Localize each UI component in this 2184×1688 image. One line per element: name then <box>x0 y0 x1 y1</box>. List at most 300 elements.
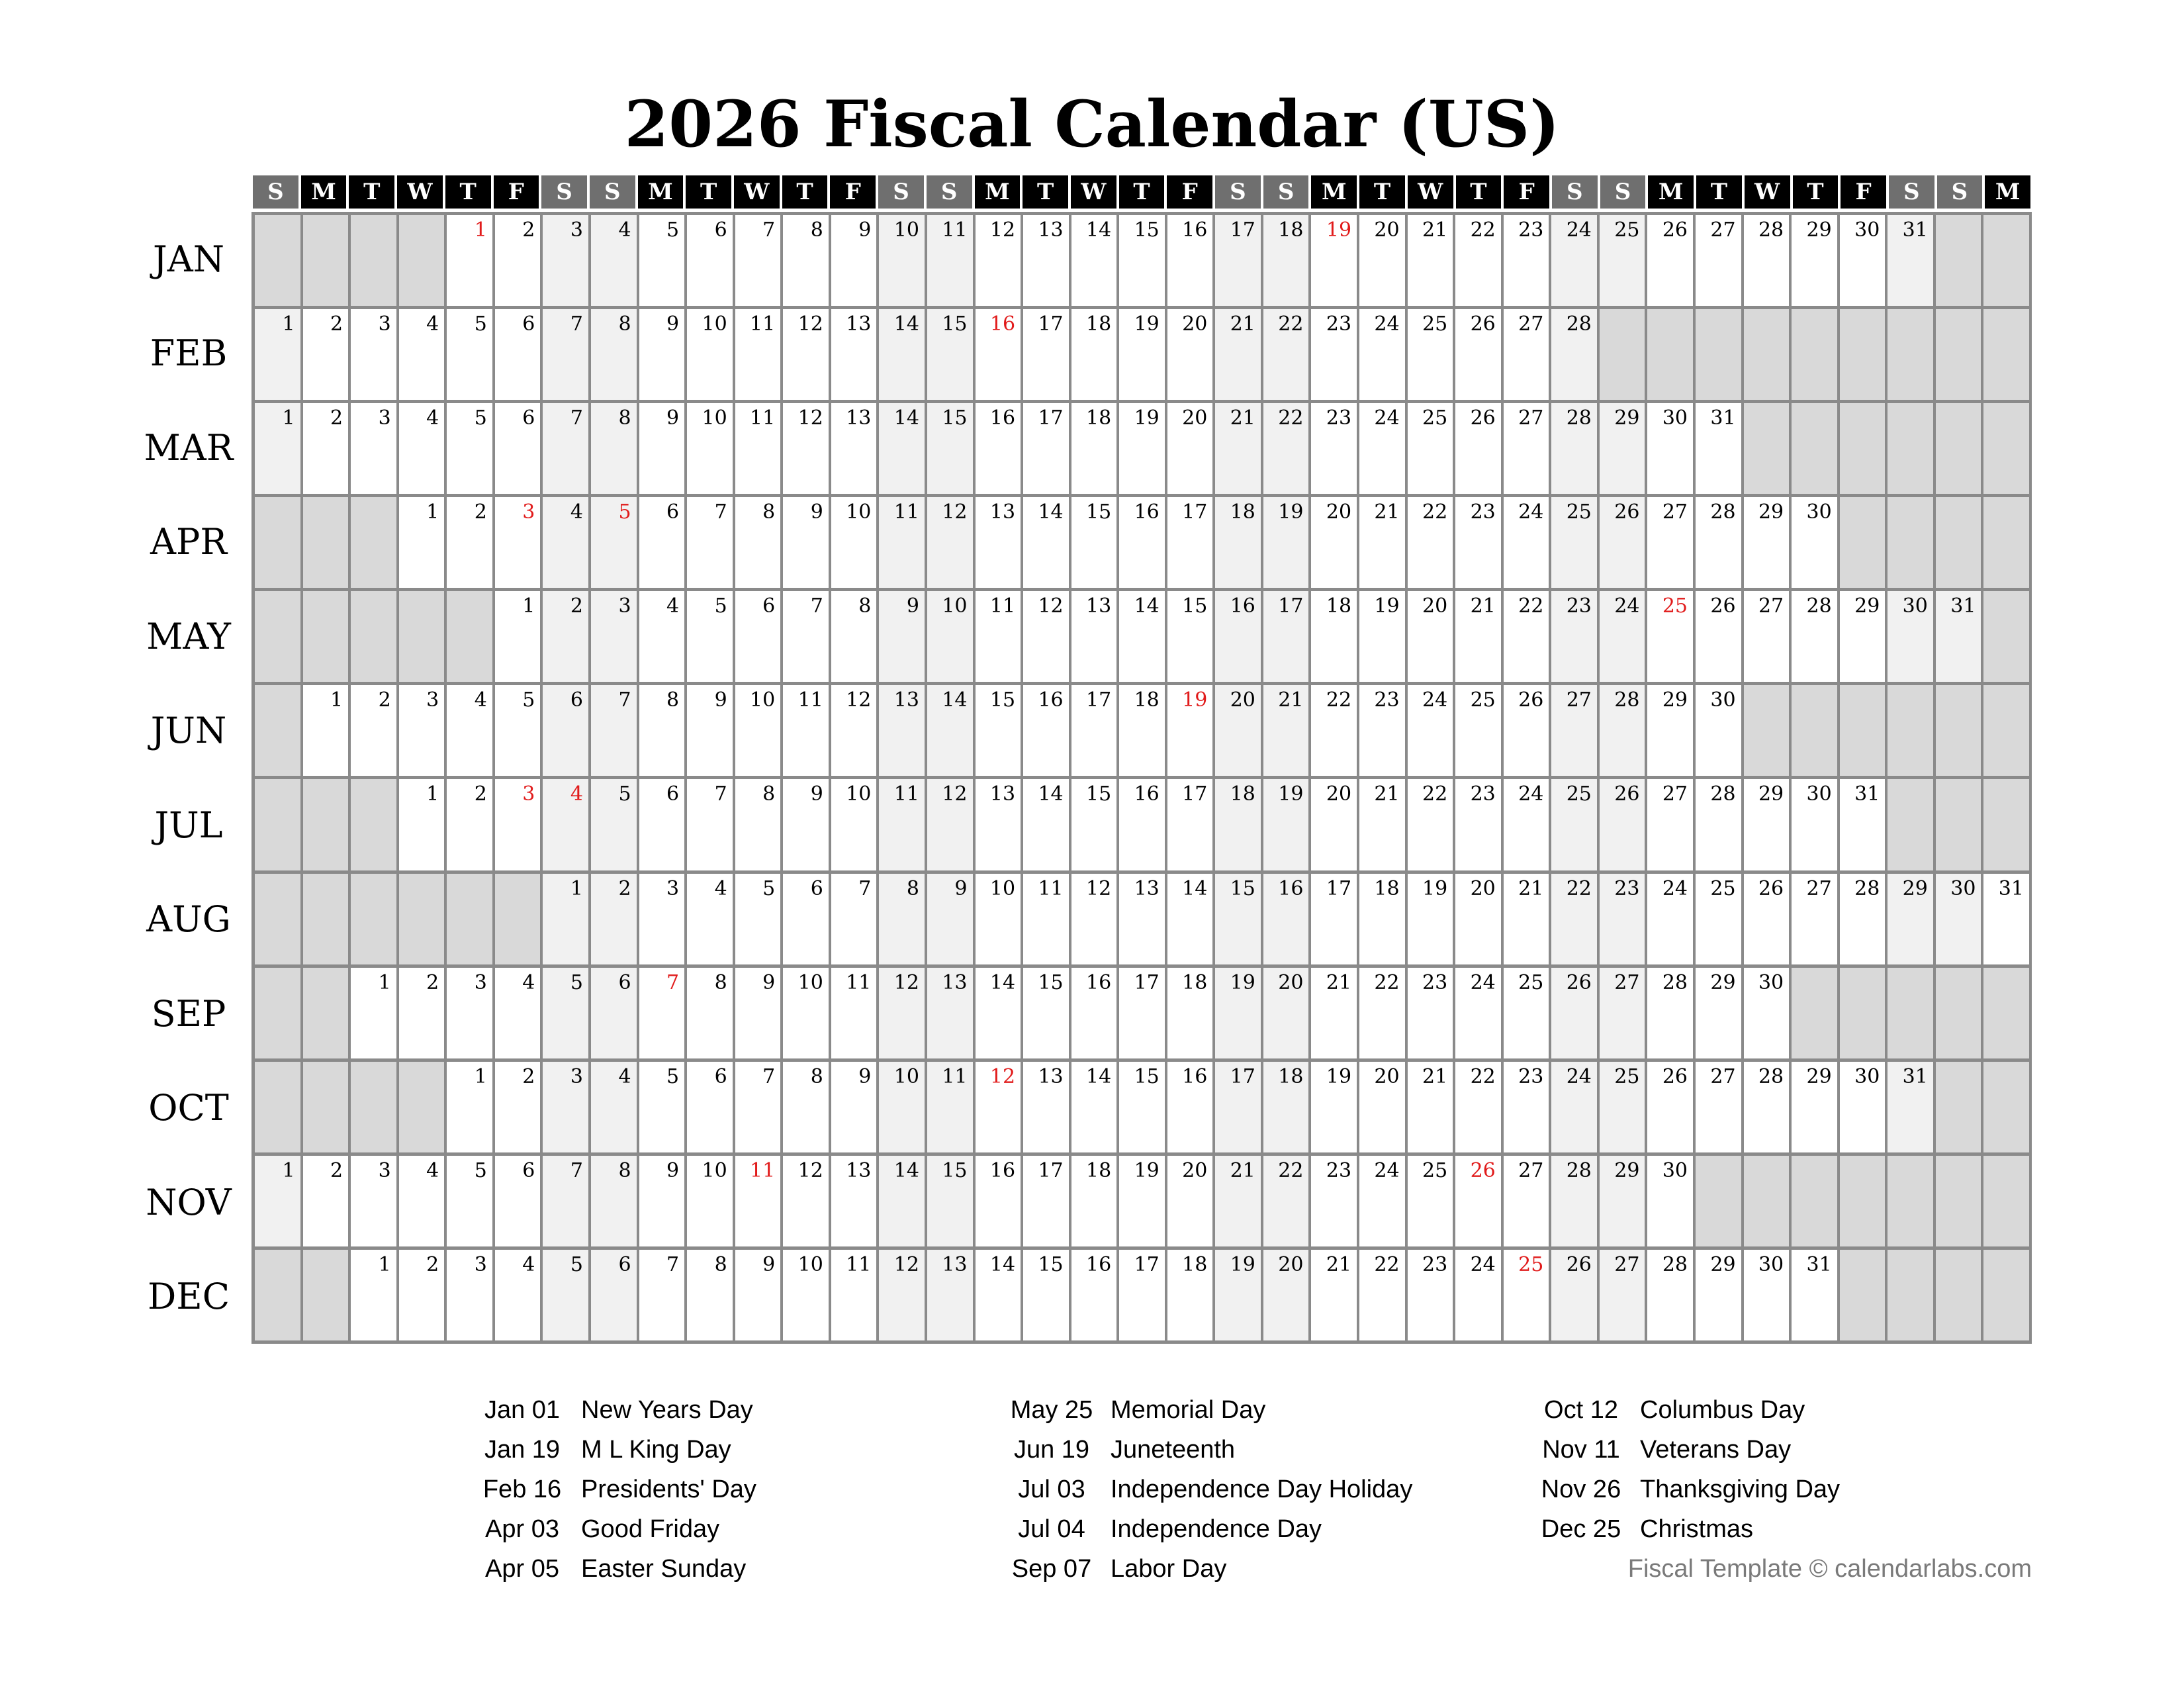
day-cell <box>1167 497 1216 591</box>
day-cell <box>1647 1156 1696 1250</box>
day-number: 23 <box>1566 594 1592 618</box>
day-cell <box>1647 497 1696 591</box>
day-number: 3 <box>570 218 583 242</box>
day-number: 8 <box>858 594 872 618</box>
day-cell <box>1311 968 1359 1062</box>
day-cell <box>447 1062 495 1156</box>
empty-day-cell <box>1983 779 2032 873</box>
holiday-date: Apr 03 <box>485 1515 559 1543</box>
day-number: 29 <box>1614 406 1640 430</box>
day-cell <box>831 968 880 1062</box>
empty-day-cell <box>1792 685 1840 779</box>
day-cell <box>1936 591 1984 685</box>
day-number: 18 <box>1182 970 1208 994</box>
day-header: T <box>1792 175 1840 209</box>
day-number: 23 <box>1374 688 1400 712</box>
day-number: 27 <box>1758 594 1784 618</box>
day-number: 5 <box>714 594 727 618</box>
day-cell <box>1023 497 1071 591</box>
day-number: 22 <box>1374 1252 1400 1276</box>
day-cell <box>1744 1250 1792 1344</box>
day-cell <box>1504 874 1552 968</box>
day-cell <box>1504 779 1552 873</box>
empty-day-cell <box>303 591 351 685</box>
holiday-date: Feb 16 <box>482 1476 562 1503</box>
day-cell <box>1408 685 1456 779</box>
day-cell <box>303 685 351 779</box>
day-header: F <box>1502 175 1551 209</box>
day-number: 16 <box>1038 688 1064 712</box>
day-cell <box>1215 874 1263 968</box>
day-number: 13 <box>893 688 919 712</box>
empty-day-cell <box>1983 685 2032 779</box>
day-number: 26 <box>1470 406 1496 430</box>
day-cell <box>1888 215 1936 309</box>
day-number: 11 <box>893 782 919 806</box>
day-number: 2 <box>426 1252 439 1276</box>
day-cell <box>447 215 495 309</box>
day-number: 1 <box>282 312 295 336</box>
day-cell <box>783 1250 831 1344</box>
day-number: 16 <box>1134 500 1160 524</box>
day-header: T <box>781 175 829 209</box>
day-cell <box>495 403 543 497</box>
day-cell <box>1167 1156 1216 1250</box>
day-cell <box>735 591 784 685</box>
day-number: 13 <box>1038 1064 1064 1088</box>
day-number: 1 <box>282 406 295 430</box>
day-cell <box>1551 1062 1600 1156</box>
day-cell <box>1071 1250 1120 1344</box>
empty-day-cell <box>303 874 351 968</box>
day-number: 17 <box>1230 218 1255 242</box>
empty-day-cell <box>1744 1156 1792 1250</box>
day-cell <box>639 497 688 591</box>
day-cell <box>783 968 831 1062</box>
empty-day-cell <box>351 874 399 968</box>
day-number: 25 <box>1566 782 1592 806</box>
day-header: S <box>588 175 637 209</box>
day-number: 22 <box>1374 970 1400 994</box>
day-number: 15 <box>1230 876 1255 900</box>
day-cell <box>1408 779 1456 873</box>
day-cell <box>399 968 447 1062</box>
day-cell <box>1936 874 1984 968</box>
holiday-day-number: 7 <box>666 970 680 994</box>
day-cell <box>1119 497 1167 591</box>
day-cell <box>1023 1250 1071 1344</box>
day-number: 13 <box>942 970 968 994</box>
day-number: 31 <box>1710 406 1736 430</box>
day-cell <box>1119 1062 1167 1156</box>
day-cell <box>1167 968 1216 1062</box>
day-cell <box>1696 403 1744 497</box>
day-number: 8 <box>762 782 776 806</box>
day-cell <box>399 1250 447 1344</box>
day-cell <box>1263 215 1312 309</box>
day-cell <box>687 779 735 873</box>
day-number: 23 <box>1518 1064 1544 1088</box>
day-number: 6 <box>618 1252 631 1276</box>
day-cell <box>1359 685 1408 779</box>
day-number: 6 <box>522 1158 535 1182</box>
day-cell <box>1647 403 1696 497</box>
day-cell <box>735 1062 784 1156</box>
day-number: 6 <box>666 500 680 524</box>
holiday-date: Sep 07 <box>1011 1555 1092 1583</box>
day-cell <box>543 779 591 873</box>
day-cell <box>639 403 688 497</box>
day-number: 25 <box>1422 406 1448 430</box>
day-cell <box>1744 968 1792 1062</box>
day-number: 1 <box>570 876 583 900</box>
day-number: 18 <box>1086 312 1112 336</box>
empty-day-cell <box>255 779 303 873</box>
day-cell <box>639 874 688 968</box>
empty-day-cell <box>303 497 351 591</box>
day-header: S <box>925 175 974 209</box>
day-number: 23 <box>1326 312 1352 336</box>
day-cell <box>1504 497 1552 591</box>
day-number: 3 <box>426 688 439 712</box>
day-cell <box>1888 1062 1936 1156</box>
day-number: 29 <box>1854 594 1880 618</box>
holiday-row <box>993 1509 1508 1549</box>
day-number: 19 <box>1230 970 1255 994</box>
day-number: 14 <box>1086 218 1112 242</box>
day-cell <box>495 685 543 779</box>
day-number: 7 <box>762 218 776 242</box>
month-label: APR <box>150 521 227 563</box>
day-header: T <box>1021 175 1069 209</box>
holiday-name: Independence Day <box>1111 1515 1322 1543</box>
day-number: 18 <box>1086 406 1112 430</box>
day-cell <box>1359 1250 1408 1344</box>
holiday-row <box>463 1430 978 1470</box>
day-cell <box>976 968 1024 1062</box>
day-cell <box>1551 1250 1600 1344</box>
day-number: 10 <box>702 1158 727 1182</box>
empty-day-cell <box>1840 1156 1888 1250</box>
day-number: 27 <box>1662 782 1688 806</box>
day-cell <box>687 1062 735 1156</box>
day-cell <box>495 497 543 591</box>
day-cell <box>1359 591 1408 685</box>
day-number: 17 <box>1086 688 1112 712</box>
empty-day-cell <box>1744 403 1792 497</box>
day-number: 1 <box>474 1064 487 1088</box>
day-of-week-header-row <box>251 175 2032 209</box>
day-cell <box>639 591 688 685</box>
day-number: 11 <box>1038 876 1064 900</box>
day-cell <box>495 309 543 403</box>
day-header: M <box>300 175 348 209</box>
holiday-name: Columbus Day <box>1640 1396 1805 1424</box>
day-number: 28 <box>1614 688 1640 712</box>
day-cell <box>591 1250 639 1344</box>
day-cell <box>1167 215 1216 309</box>
month-label: OCT <box>148 1087 229 1129</box>
day-number: 9 <box>666 312 680 336</box>
day-cell <box>976 779 1024 873</box>
empty-day-cell <box>1840 1250 1888 1344</box>
empty-day-cell <box>303 215 351 309</box>
day-cell <box>1071 779 1120 873</box>
day-cell <box>1455 309 1504 403</box>
day-number: 16 <box>1086 970 1112 994</box>
day-cell <box>1215 403 1263 497</box>
day-number: 11 <box>893 500 919 524</box>
day-cell <box>879 685 927 779</box>
day-cell <box>1504 215 1552 309</box>
day-cell <box>639 215 688 309</box>
day-cell <box>1119 779 1167 873</box>
day-cell <box>1600 1156 1648 1250</box>
day-cell <box>831 779 880 873</box>
day-number: 23 <box>1470 782 1496 806</box>
day-number: 9 <box>810 782 823 806</box>
day-header: S <box>251 175 300 209</box>
day-cell <box>927 685 976 779</box>
day-number: 30 <box>1854 218 1880 242</box>
day-number: 31 <box>1902 1064 1928 1088</box>
day-number: 14 <box>893 1158 919 1182</box>
holiday-day-number: 5 <box>618 500 631 524</box>
empty-day-cell <box>1983 215 2032 309</box>
day-cell <box>879 497 927 591</box>
day-cell <box>1311 591 1359 685</box>
day-number: 5 <box>522 688 535 712</box>
day-cell <box>351 1250 399 1344</box>
day-cell <box>591 309 639 403</box>
day-number: 17 <box>1134 970 1160 994</box>
day-number: 15 <box>1086 500 1112 524</box>
month-label: JAN <box>153 238 224 280</box>
empty-day-cell <box>1840 497 1888 591</box>
day-cell <box>1359 309 1408 403</box>
day-cell <box>783 497 831 591</box>
day-cell <box>927 1062 976 1156</box>
day-cell <box>976 1062 1024 1156</box>
day-cell <box>1792 1062 1840 1156</box>
day-number: 23 <box>1518 218 1544 242</box>
day-cell <box>1455 497 1504 591</box>
day-cell <box>783 591 831 685</box>
empty-day-cell <box>1792 968 1840 1062</box>
holiday-row <box>993 1549 1508 1589</box>
day-number: 29 <box>1902 876 1928 900</box>
holiday-day-number: 16 <box>989 312 1016 336</box>
day-cell <box>1455 1156 1504 1250</box>
day-number: 23 <box>1614 876 1640 900</box>
empty-day-cell <box>1888 309 1936 403</box>
day-cell <box>1647 968 1696 1062</box>
day-cell <box>1696 215 1744 309</box>
empty-day-cell <box>303 1062 351 1156</box>
day-number: 23 <box>1326 1158 1352 1182</box>
day-cell <box>1071 874 1120 968</box>
day-cell <box>447 403 495 497</box>
day-number: 18 <box>1278 218 1304 242</box>
day-header: T <box>1358 175 1406 209</box>
day-number: 24 <box>1518 782 1544 806</box>
day-cell <box>1167 591 1216 685</box>
day-number: 2 <box>474 782 487 806</box>
day-number: 2 <box>378 688 391 712</box>
day-cell <box>927 779 976 873</box>
day-cell <box>1263 779 1312 873</box>
day-cell <box>976 1156 1024 1250</box>
day-number: 19 <box>1278 782 1304 806</box>
day-number: 24 <box>1422 688 1448 712</box>
day-cell <box>879 403 927 497</box>
empty-day-cell <box>1936 497 1984 591</box>
day-cell <box>1504 1250 1552 1344</box>
day-cell <box>1071 1062 1120 1156</box>
day-cell <box>1647 779 1696 873</box>
holiday-day-number: 3 <box>522 500 535 524</box>
month-label: SEP <box>151 992 226 1035</box>
day-cell <box>1071 497 1120 591</box>
day-number: 10 <box>893 1064 919 1088</box>
holiday-day-number: 4 <box>570 782 583 806</box>
day-number: 14 <box>1038 500 1064 524</box>
day-number: 10 <box>702 312 727 336</box>
day-number: 4 <box>570 500 583 524</box>
day-number: 13 <box>942 1252 968 1276</box>
empty-day-cell <box>1983 497 2032 591</box>
day-cell <box>591 685 639 779</box>
holiday-day-number: 3 <box>522 782 535 806</box>
day-cell <box>735 215 784 309</box>
holiday-day-number: 19 <box>1326 218 1352 242</box>
day-number: 24 <box>1614 594 1640 618</box>
day-cell <box>1119 685 1167 779</box>
month-label: FEB <box>150 332 228 375</box>
day-number: 2 <box>426 970 439 994</box>
day-number: 28 <box>1566 1158 1592 1182</box>
day-cell <box>255 309 303 403</box>
day-cell <box>879 874 927 968</box>
day-cell <box>1408 309 1456 403</box>
day-cell <box>1023 1062 1071 1156</box>
day-cell <box>687 403 735 497</box>
day-number: 30 <box>1854 1064 1880 1088</box>
page-title: 2026 Fiscal Calendar (US) <box>624 87 1560 162</box>
day-number: 16 <box>1278 876 1304 900</box>
day-cell <box>1071 309 1120 403</box>
holiday-name: Independence Day Holiday <box>1111 1476 1413 1503</box>
day-number: 28 <box>1566 406 1592 430</box>
day-cell <box>399 309 447 403</box>
day-number: 5 <box>762 876 776 900</box>
day-cell <box>1840 591 1888 685</box>
day-number: 29 <box>1806 218 1832 242</box>
day-cell <box>495 1250 543 1344</box>
day-cell <box>976 497 1024 591</box>
day-cell <box>447 497 495 591</box>
empty-day-cell <box>255 591 303 685</box>
day-cell <box>1888 591 1936 685</box>
day-cell <box>735 309 784 403</box>
day-number: 2 <box>522 218 535 242</box>
holiday-name: New Years Day <box>581 1396 753 1424</box>
day-number: 13 <box>989 782 1016 806</box>
day-cell <box>1215 591 1263 685</box>
day-number: 2 <box>570 594 583 618</box>
day-cell <box>1023 779 1071 873</box>
holiday-date: May 25 <box>1010 1396 1093 1424</box>
day-cell <box>1744 779 1792 873</box>
holiday-name: Christmas <box>1640 1515 1754 1543</box>
day-cell <box>1840 215 1888 309</box>
day-cell <box>1744 874 1792 968</box>
empty-day-cell <box>1888 1250 1936 1344</box>
day-number: 21 <box>1326 1252 1352 1276</box>
day-number: 2 <box>330 406 343 430</box>
day-number: 15 <box>1086 782 1112 806</box>
day-number: 10 <box>797 1252 823 1276</box>
day-cell <box>1215 309 1263 403</box>
empty-day-cell <box>1983 591 2032 685</box>
day-number: 27 <box>1710 1064 1736 1088</box>
day-number: 4 <box>426 312 439 336</box>
holiday-name: Thanksgiving Day <box>1640 1476 1841 1503</box>
day-header: T <box>684 175 733 209</box>
empty-day-cell <box>303 779 351 873</box>
day-cell <box>1600 1250 1648 1344</box>
day-number: 5 <box>666 218 680 242</box>
holiday-column <box>1522 1390 2037 1549</box>
day-number: 28 <box>1710 500 1736 524</box>
day-cell <box>687 1156 735 1250</box>
day-number: 8 <box>810 218 823 242</box>
day-number: 21 <box>1278 688 1304 712</box>
empty-day-cell <box>447 591 495 685</box>
empty-day-cell <box>1936 1250 1984 1344</box>
day-cell <box>1455 685 1504 779</box>
day-cell <box>1551 309 1600 403</box>
day-number: 11 <box>797 688 823 712</box>
empty-day-cell <box>399 215 447 309</box>
empty-day-cell <box>1983 968 2032 1062</box>
holiday-day-number: 25 <box>1518 1252 1544 1276</box>
holiday-day-number: 25 <box>1662 594 1688 618</box>
empty-day-cell <box>399 591 447 685</box>
day-number: 27 <box>1662 500 1688 524</box>
day-number: 24 <box>1374 406 1400 430</box>
day-number: 8 <box>810 1064 823 1088</box>
day-number: 22 <box>1278 1158 1304 1182</box>
day-cell <box>255 403 303 497</box>
day-cell <box>1071 968 1120 1062</box>
day-cell <box>1455 215 1504 309</box>
day-number: 8 <box>714 1252 727 1276</box>
day-cell <box>1119 1156 1167 1250</box>
day-number: 6 <box>522 312 535 336</box>
empty-day-cell <box>1888 968 1936 1062</box>
day-header: M <box>1647 175 1695 209</box>
holiday-name: Easter Sunday <box>581 1555 747 1583</box>
day-cell <box>543 1062 591 1156</box>
day-cell <box>879 1156 927 1250</box>
empty-day-cell <box>1936 968 1984 1062</box>
day-cell <box>1696 591 1744 685</box>
day-number: 28 <box>1662 970 1688 994</box>
day-cell <box>1504 1156 1552 1250</box>
empty-day-cell <box>1840 685 1888 779</box>
day-cell <box>831 685 880 779</box>
